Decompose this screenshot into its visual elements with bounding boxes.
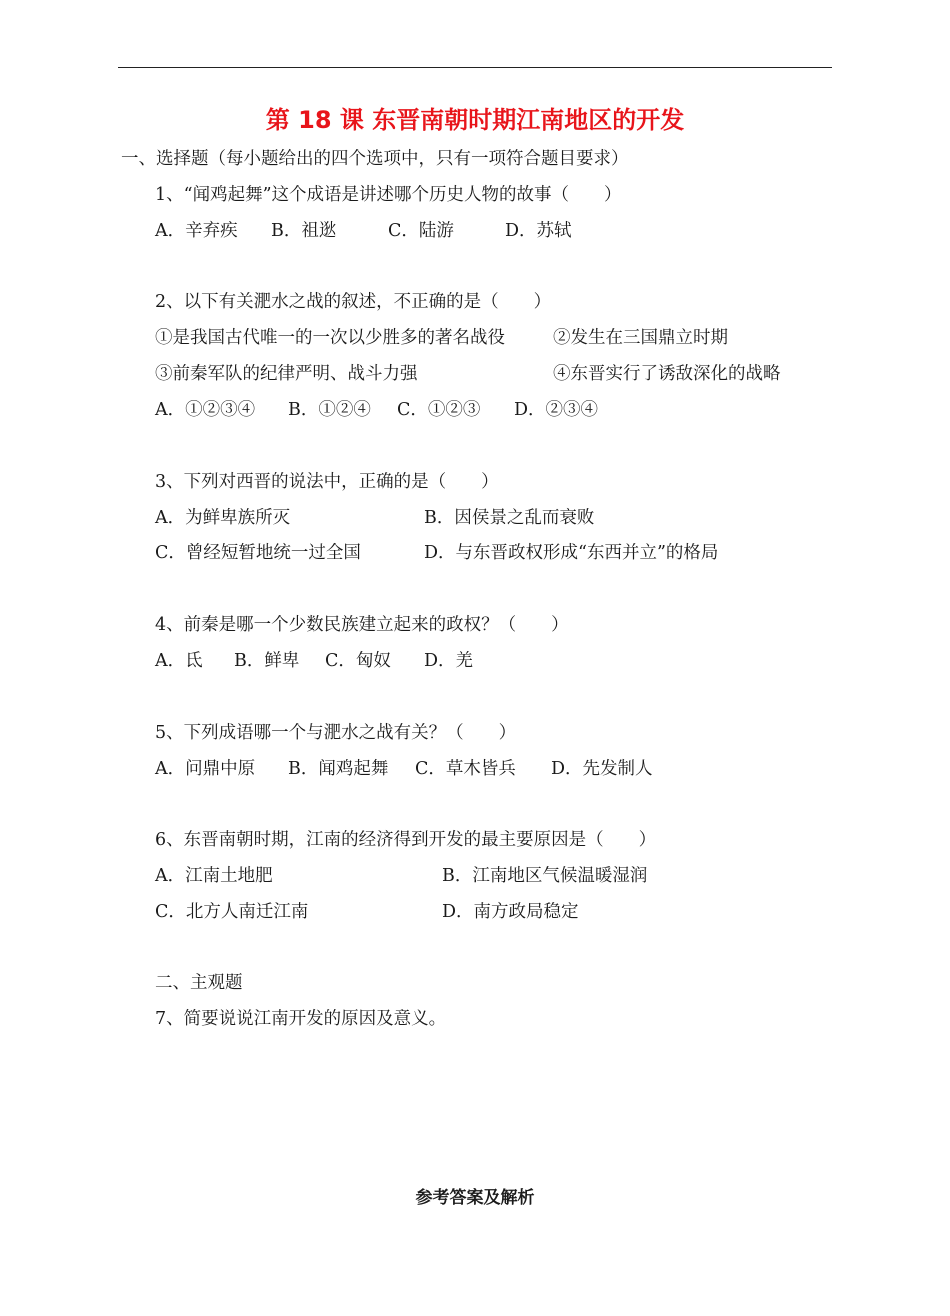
q6-option-b[interactable]: B．江南地区气候温暖湿润	[442, 866, 648, 886]
q6-options-row-1	[155, 864, 647, 888]
q6-option-c[interactable]: C．北方人南迁江南	[155, 902, 309, 922]
question-6-stem: 6、东晋南朝时期，江南的经济得到开发的最主要原因是（ ）	[155, 830, 657, 850]
q3-options-row-2	[155, 541, 718, 565]
question-3-stem: 3、下列对西晋的说法中，正确的是（ ）	[155, 472, 499, 492]
q6-options-row-2	[155, 900, 579, 924]
q2-item-1: ①是我国古代唯一的一次以少胜多的著名战役	[155, 328, 505, 348]
q2-option-a[interactable]: A．①②③④	[155, 400, 256, 420]
question-1-options	[155, 219, 572, 243]
q4-option-a[interactable]: A．氐	[155, 651, 203, 671]
q2-item-4: ④东晋实行了诱敌深化的战略	[553, 364, 781, 384]
q5-option-b[interactable]: B．闻鸡起舞	[288, 759, 389, 779]
question-7-stem: 7、简要说说江南开发的原因及意义。	[155, 1009, 447, 1029]
section-2-heading: 二、主观题	[155, 973, 243, 993]
q3-option-a[interactable]: A．为鲜卑族所灭	[155, 508, 291, 528]
q2-option-d[interactable]: D．②③④	[514, 400, 599, 420]
q4-option-b[interactable]: B．鲜卑	[234, 651, 300, 671]
question-5-options	[155, 757, 653, 781]
question-2-options	[155, 398, 598, 422]
section-1-heading: 一、选择题（每小题给出的四个选项中，只有一项符合题目要求）	[121, 149, 629, 169]
q2-option-c[interactable]: C．①②③	[397, 400, 481, 420]
q3-option-b[interactable]: B．因侯景之乱而衰败	[424, 508, 595, 528]
q1-option-d[interactable]: D．苏轼	[505, 221, 572, 241]
q2-items-row-1	[155, 326, 728, 350]
question-5-stem: 5、下列成语哪一个与淝水之战有关？（ ）	[155, 723, 517, 743]
q2-item-3: ③前秦军队的纪律严明、战斗力强	[155, 364, 418, 384]
question-4-stem: 4、前秦是哪一个少数民族建立起来的政权？（ ）	[155, 615, 569, 635]
q1-option-c[interactable]: C．陆游	[388, 221, 454, 241]
q3-option-c[interactable]: C．曾经短暂地统一过全国	[155, 543, 361, 563]
question-4-options	[155, 649, 473, 673]
q2-option-b[interactable]: B．①②④	[288, 400, 371, 420]
q4-option-c[interactable]: C．匈奴	[325, 651, 391, 671]
q1-option-a[interactable]: A．辛弃疾	[155, 221, 238, 241]
page-title: 第 18 课 东晋南朝时期江南地区的开发	[265, 106, 685, 134]
answer-heading: 参考答案及解析	[415, 1188, 535, 1208]
header-rule	[118, 67, 832, 68]
q5-option-a[interactable]: A．问鼎中原	[155, 759, 256, 779]
q6-option-a[interactable]: A．江南土地肥	[155, 866, 273, 886]
q3-options-row-1	[155, 506, 594, 530]
q6-option-d[interactable]: D．南方政局稳定	[442, 902, 579, 922]
q4-option-d[interactable]: D．羌	[424, 651, 474, 671]
q2-items-row-2	[155, 362, 781, 386]
q5-option-c[interactable]: C．草木皆兵	[415, 759, 516, 779]
q3-option-d[interactable]: D．与东晋政权形成“东西并立”的格局	[424, 543, 719, 563]
question-2-stem: 2、以下有关淝水之战的叙述，不正确的是（ ）	[155, 292, 552, 312]
q1-option-b[interactable]: B．祖逖	[271, 221, 337, 241]
q5-option-d[interactable]: D．先发制人	[551, 759, 653, 779]
q2-item-2: ②发生在三国鼎立时期	[553, 328, 728, 348]
question-1-stem: 1、“闻鸡起舞”这个成语是讲述哪个历史人物的故事（ ）	[155, 185, 622, 205]
